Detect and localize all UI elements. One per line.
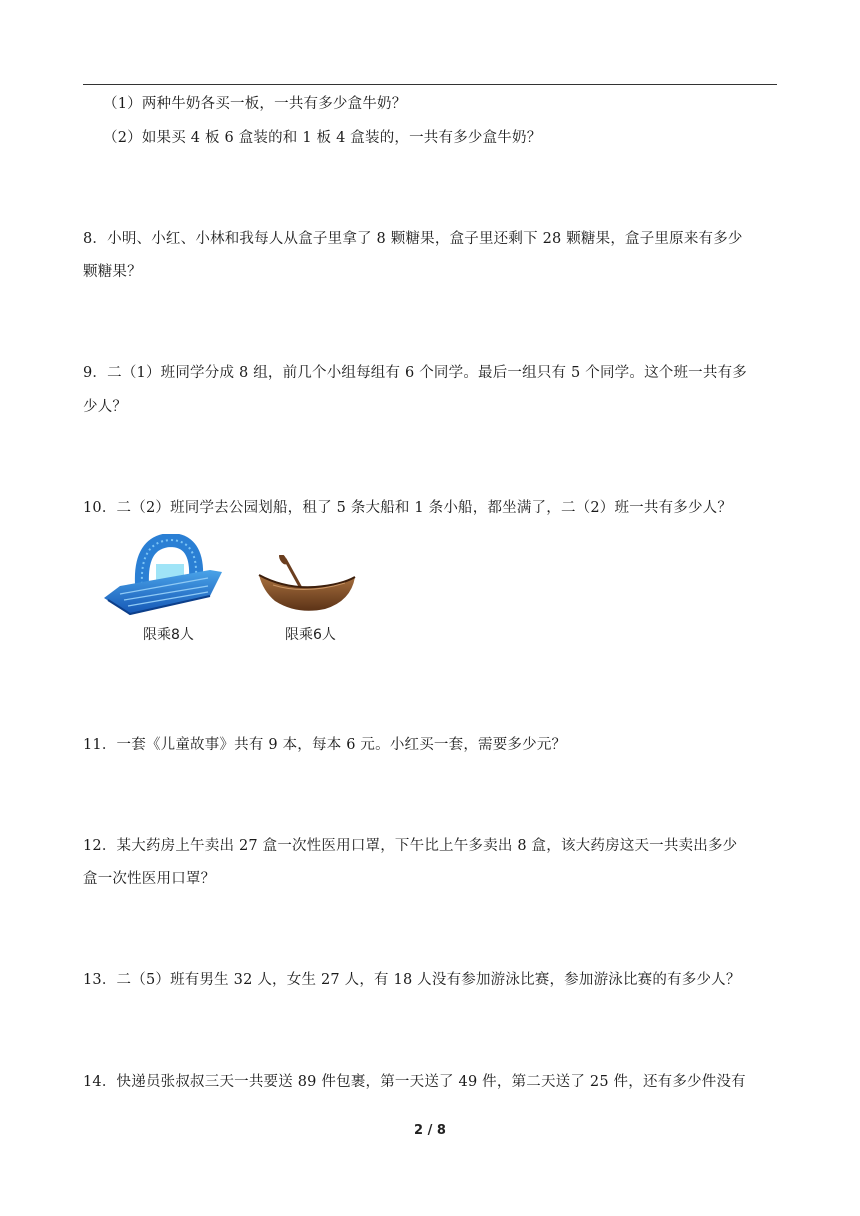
page-number: 2 / 8: [414, 1123, 446, 1138]
question-11-line-1: 11．一套《儿童故事》共有 9 本，每本 6 元。小红买一套，需要多少元？: [83, 737, 567, 753]
question-12-line-1: 12．某大药房上午卖出 27 盒一次性医用口罩，下午比上午多卖出 8 盒，该大药房这天一共卖出多少: [83, 838, 738, 854]
small-boat-caption: 限乘6人: [285, 627, 336, 643]
question-14-line-1: 14．快递员张叔叔三天一共要送 89 件包裹，第一天送了 49 件，第二天送了 25 件，还有多少件没有: [83, 1074, 746, 1090]
question-9-line-2: 少人？: [83, 399, 128, 415]
question-7-part-1: （1）两种牛奶各买一板，一共有多少盒牛奶？: [103, 96, 407, 112]
question-9-line-1: 9．二（1）班同学分成 8 组，前几个小组每组有 6 个同学。最后一组只有 5 个同学。这个班一共有多: [83, 365, 747, 381]
big-boat-image: [100, 534, 225, 624]
question-8-line-2: 颗糖果？: [83, 264, 142, 280]
question-13-line-1: 13．二（5）班有男生 32 人，女生 27 人，有 18 人没有参加游泳比赛，参加游泳比赛的有多少人？: [83, 972, 741, 988]
question-10-line-1: 10．二（2）班同学去公园划船，租了 5 条大船和 1 条小船，都坐满了，二（2）班一共有多少人？: [83, 500, 733, 516]
header-rule: [83, 84, 777, 85]
question-8-line-1: 8．小明、小红、小林和我每人从盒子里拿了 8 颗糖果，盒子里还剩下 28 颗糖果，盒子里原来有多少: [83, 231, 743, 247]
big-boat-caption: 限乘8人: [143, 627, 194, 643]
question-12-line-2: 盒一次性医用口罩？: [83, 871, 216, 887]
small-boat-image: [255, 555, 360, 620]
question-7-part-2: （2）如果买 4 板 6 盒装的和 1 板 4 盒装的，一共有多少盒牛奶？: [103, 130, 542, 146]
